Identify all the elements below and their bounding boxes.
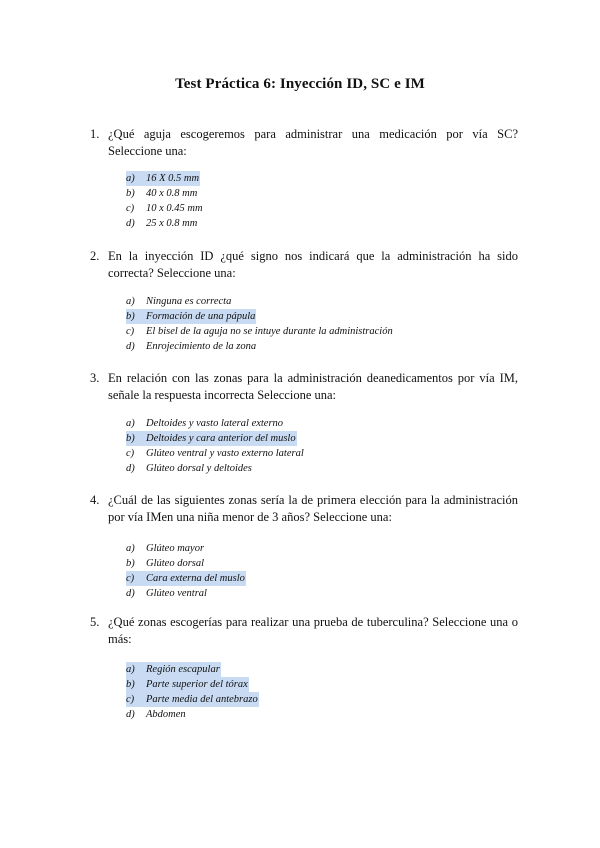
- options-list: [126, 662, 259, 722]
- question-text: ¿Cuál de las siguientes zonas sería la de primera elección para la administración por vía IMen una niña menor de 3 años? Seleccione una:: [108, 493, 518, 524]
- document-title: Test Práctica 6: Inyección ID, SC e IM: [175, 76, 425, 92]
- option-a: a) Región escapular: [126, 662, 259, 677]
- question-text: En la inyección ID ¿qué signo nos indicará que la administración ha sido correcta? Seleccione una:: [108, 249, 518, 280]
- options-list: [126, 541, 246, 601]
- option-c: c) Parte media del antebrazo: [126, 694, 258, 705]
- option-d: d) Enrojecimiento de la zona: [126, 341, 257, 352]
- option-c: c) 10 x 0.45 mm: [126, 203, 203, 214]
- option-b: b) 40 x 0.8 mm: [126, 188, 198, 199]
- question-text: ¿Qué zonas escogerías para realizar una prueba de tuberculina? Seleccione una o más:: [108, 615, 518, 646]
- question-number: 2.: [90, 249, 100, 263]
- question-number: 1.: [90, 127, 100, 141]
- question-text: ¿Qué aguja escogeremos para administrar una medicación por vía SC? Seleccione una:: [108, 127, 518, 158]
- options-list: [126, 416, 305, 476]
- option-a: a) Ninguna es correcta: [126, 296, 232, 307]
- options-list: [126, 294, 394, 354]
- option-b: b) Deltoides y cara anterior del muslo: [126, 431, 305, 446]
- question-text: En relación con las zonas para la administración deanedicamentos por vía IM, señale la respuesta incorrecta Seleccione una:: [108, 371, 518, 402]
- option-a: a) 16 X 0.5 mm: [126, 171, 204, 186]
- question-number: 5.: [90, 615, 100, 629]
- question-number: 4.: [90, 493, 100, 507]
- option-d: d) Glúteo dorsal y deltoides: [126, 463, 252, 474]
- option-c: c) Glúteo ventral y vasto externo lateral: [126, 448, 304, 459]
- option-a: a) Deltoides y vasto lateral externo: [126, 418, 284, 429]
- options-list: [126, 171, 204, 231]
- option-c: c) El bisel de la aguja no se intuye durante la administración: [126, 326, 393, 337]
- option-b: b) Formación de una pápula: [126, 309, 394, 324]
- option-c: c) Cara externa del muslo: [126, 573, 245, 584]
- option-d: d) Glúteo ventral: [126, 588, 207, 599]
- option-b: b) Glúteo dorsal: [126, 558, 205, 569]
- option-d: d) Abdomen: [126, 709, 186, 720]
- option-a: a) Glúteo mayor: [126, 543, 205, 554]
- question-number: 3.: [90, 371, 100, 385]
- option-d: d) 25 x 0.8 mm: [126, 218, 198, 229]
- option-b: b) Parte superior del tórax: [126, 677, 259, 692]
